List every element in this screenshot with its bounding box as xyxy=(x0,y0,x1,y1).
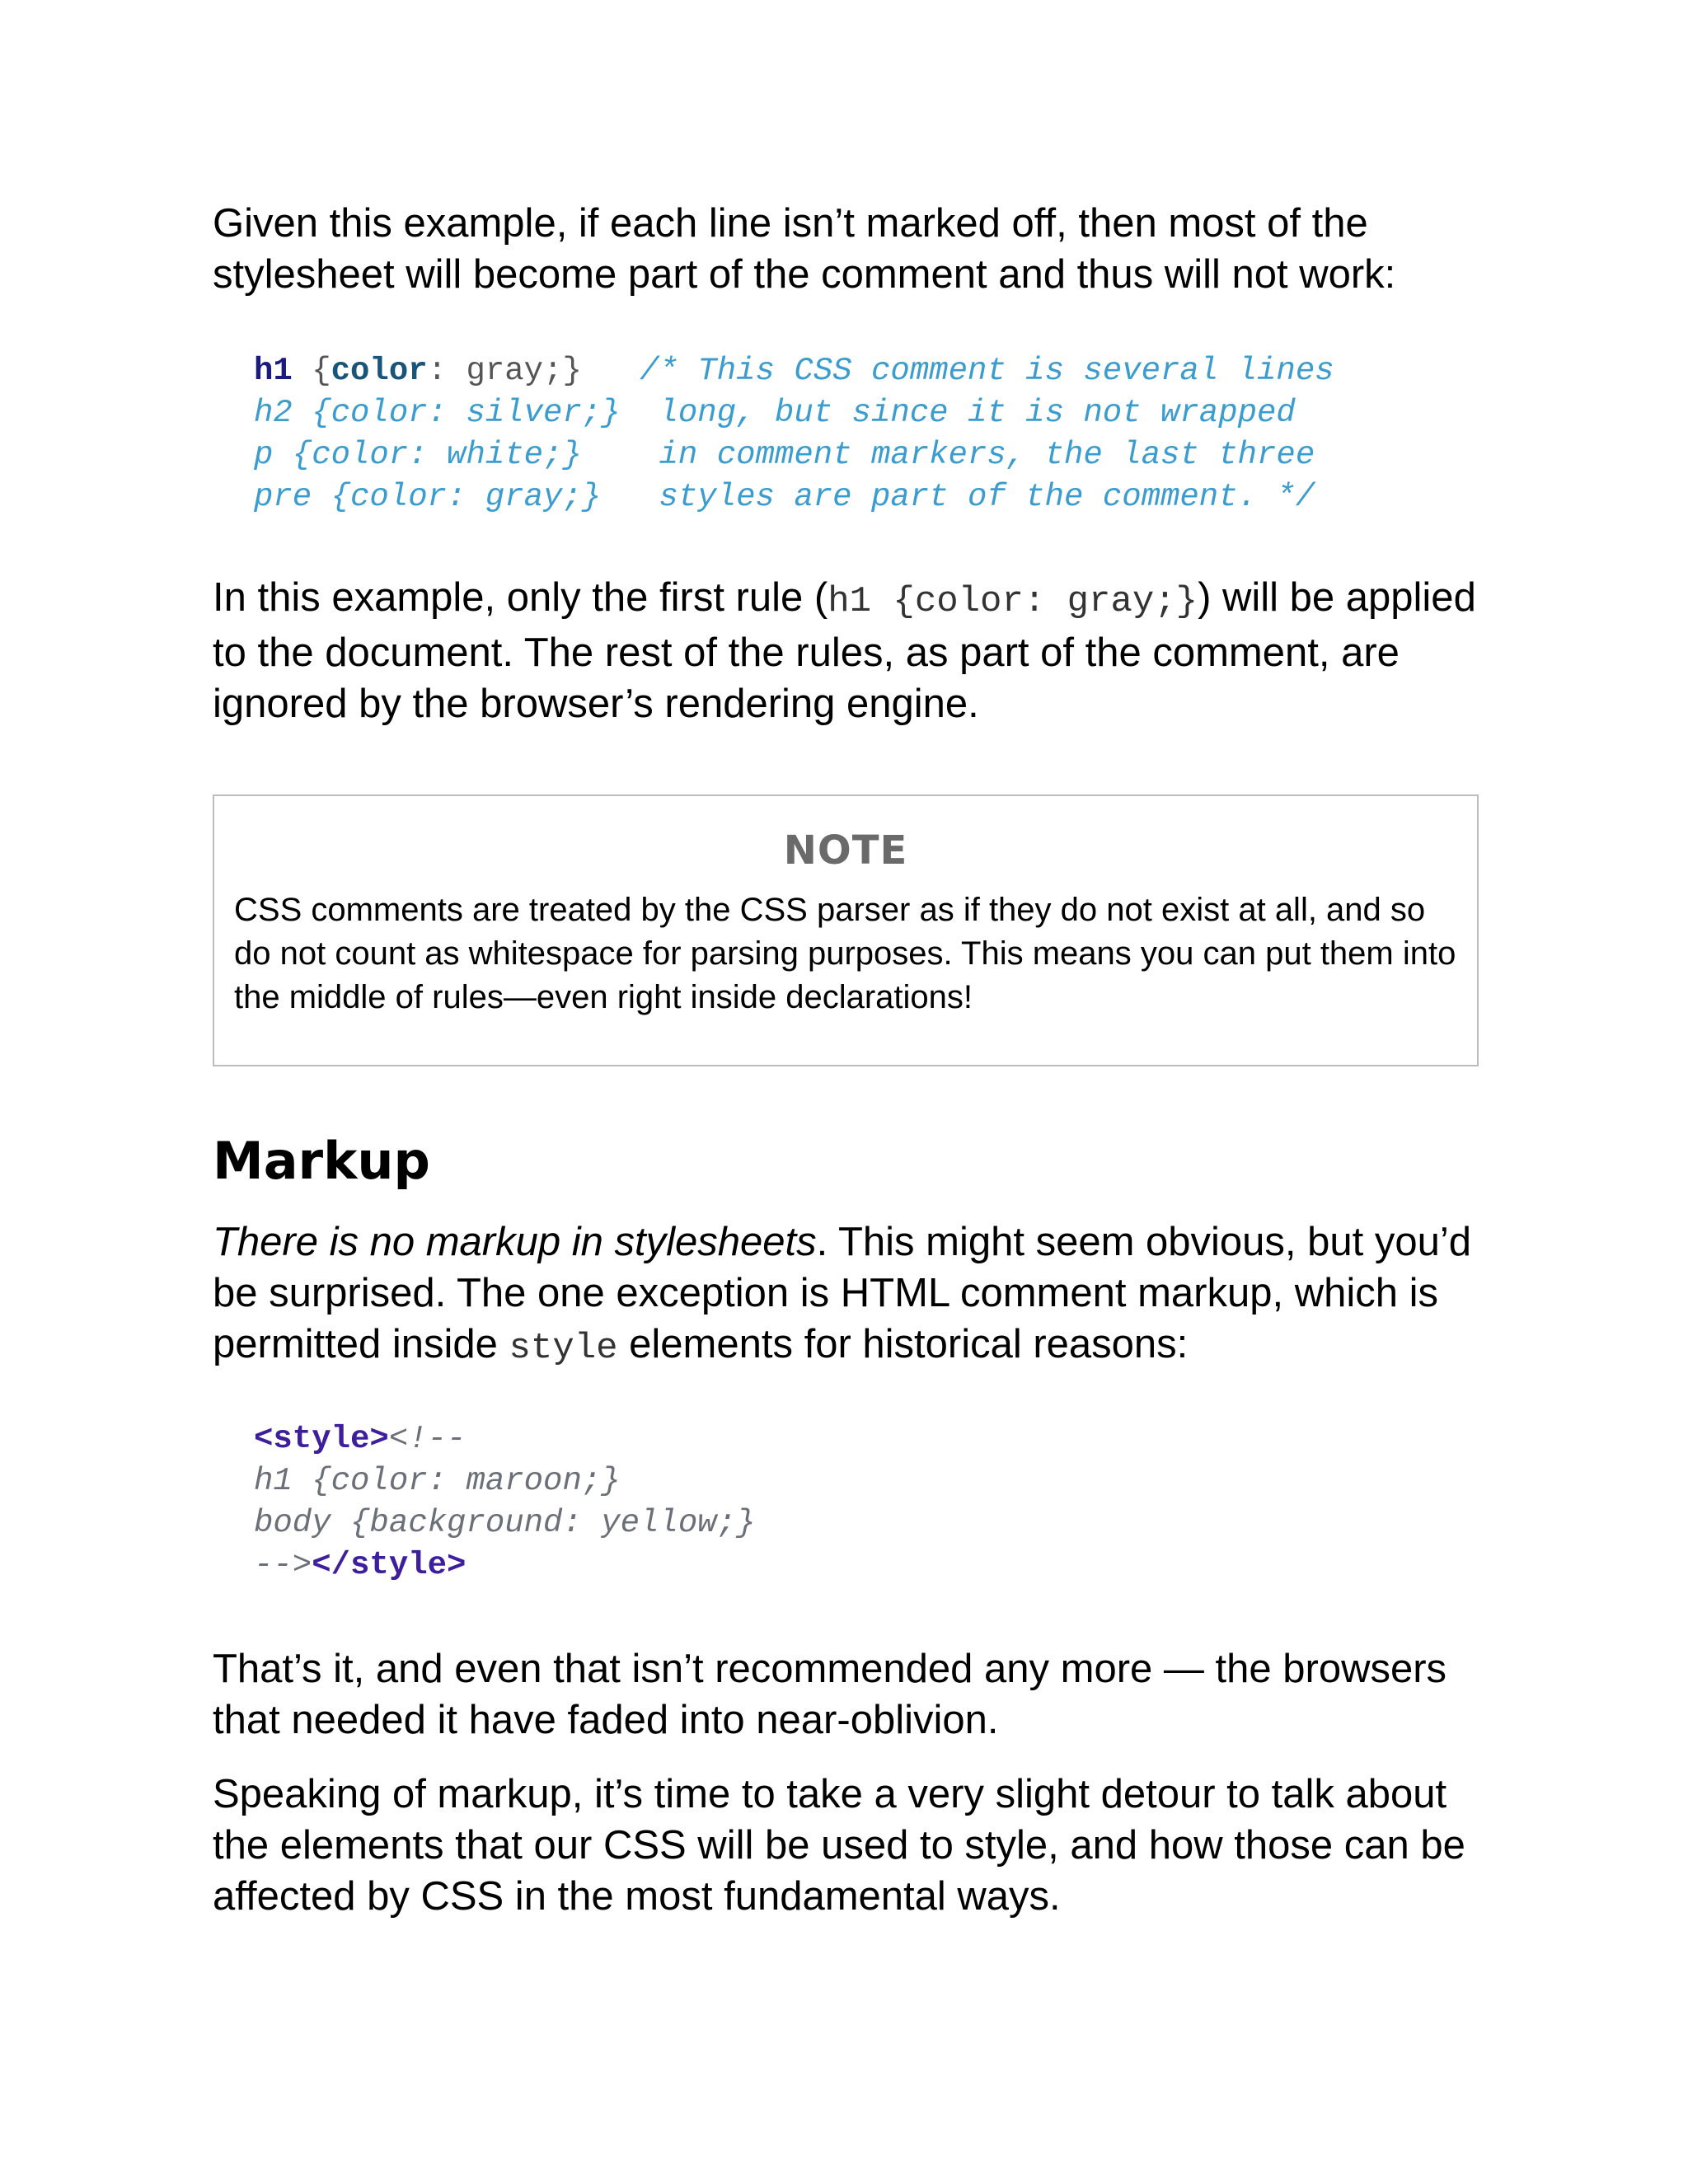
code-line-4 xyxy=(254,1544,756,1586)
closing-paragraph-wrap xyxy=(213,1643,1482,1746)
code-comment: in comment markers, the last three xyxy=(659,437,1315,473)
note-body: CSS comments are treated by the CSS parser as if they do not exist at all, and so do not count as whitespace for parsing purposes. This means you can put them into the middle of rules—even right inside declarations! xyxy=(234,892,1456,1015)
code-commented-rule: p {color: white;} xyxy=(254,437,582,473)
inline-code-h1-rule: h1 {color: gray;} xyxy=(828,581,1198,622)
code-gap xyxy=(601,479,659,515)
code-html-comment-open: <!-- xyxy=(388,1421,467,1457)
note-box xyxy=(213,794,1479,1066)
detour-paragraph: Speaking of markup, it’s time to take a very slight detour to talk about the elements that our CSS will be used to style, and how those can be affected by CSS in the most fundamental ways. xyxy=(213,1772,1465,1919)
code-tag-open: <style> xyxy=(254,1421,389,1457)
code-comment: long, but since it is not wrapped xyxy=(659,395,1296,431)
code-gap xyxy=(582,437,659,473)
code-line-3: body {background: yellow;} xyxy=(254,1505,756,1541)
section-heading-markup: Markup xyxy=(213,1131,430,1191)
note-title: NOTE xyxy=(783,827,908,874)
code-block-css-comment xyxy=(213,350,1334,518)
code-line-1 xyxy=(254,1418,756,1460)
code-gap xyxy=(621,395,659,431)
markup-text-end: elements for historical reasons: xyxy=(617,1322,1189,1366)
markup-emphasis: There is no markup in stylesheets xyxy=(213,1220,817,1264)
explanation-text-start: In this example, only the first rule ( xyxy=(213,575,828,620)
code-line-4 xyxy=(254,476,1334,518)
intro-paragraph: Given this example, if each line isn’t marked off, then most of the stylesheet will become part of the comment and thus will not work: xyxy=(213,201,1396,297)
markup-text: . This might seem obvious, but you’d be surprised. The one exception is HTML comment markup, which is permitted inside xyxy=(213,1220,1471,1366)
code-comment: /* This CSS comment is several lines xyxy=(640,353,1334,389)
code-value: : gray;} xyxy=(427,353,582,389)
page-content xyxy=(213,198,1482,300)
closing-paragraph: That’s it, and even that isn’t recommended any more — the browsers that needed it have faded into near-oblivion. xyxy=(213,1647,1447,1742)
markup-paragraph-wrap xyxy=(213,1216,1482,1374)
explanation-paragraph xyxy=(213,572,1482,729)
code-property: color xyxy=(331,353,428,389)
detour-paragraph-wrap xyxy=(213,1769,1482,1922)
code-html-comment-close: --> xyxy=(254,1547,312,1583)
code-line-3 xyxy=(254,434,1334,476)
code-commented-rule: h2 {color: silver;} xyxy=(254,395,621,431)
markup-paragraph xyxy=(213,1216,1482,1374)
code-selector: h1 xyxy=(254,353,293,389)
code-line-2: h1 {color: maroon;} xyxy=(254,1463,621,1499)
code-line-2 xyxy=(254,392,1334,434)
code-block-style-element xyxy=(213,1418,756,1586)
explanation-text-end: ) will be applied to the document. The rest of the rules, as part of the comment, are ignored by the browser’s rendering engine. xyxy=(213,575,1476,726)
code-tag-close: </style> xyxy=(312,1547,467,1583)
code-brace: { xyxy=(292,353,331,389)
code-comment: styles are part of the comment. */ xyxy=(659,479,1315,515)
code-commented-rule: pre {color: gray;} xyxy=(254,479,602,515)
code-gap xyxy=(582,353,640,389)
inline-code-style: style xyxy=(509,1328,618,1369)
code-line-1 xyxy=(254,350,1334,392)
explanation-paragraph-wrap xyxy=(213,572,1482,729)
